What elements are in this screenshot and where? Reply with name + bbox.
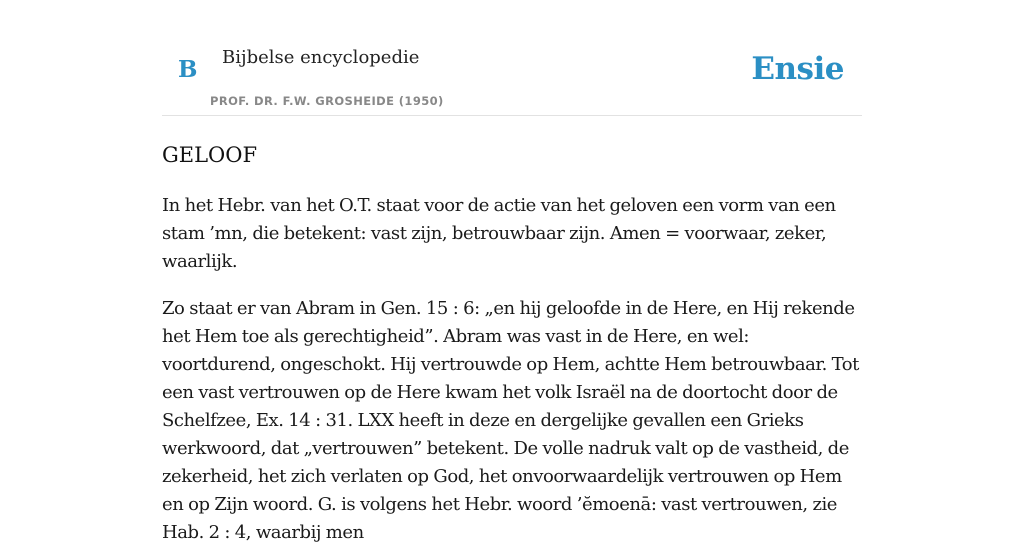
book-header [162,0,862,116]
page-title: GELOOF [162,143,258,167]
ensie-brand-logo[interactable]: Ensie [751,51,844,87]
book-author: PROF. DR. F.W. GROSHEIDE (1950) [210,94,444,108]
book-logo-icon[interactable]: B [178,56,198,83]
content-column [162,0,862,547]
article-paragraph: In het Hebr. van het O.T. staat voor de actie van het geloven een vorm van een stam ’mn, die betekent: vast zijn, betrouwbaar zijn. Amen = voorwaar, zeker, waarlijk. [162,195,836,272]
book-title-link[interactable]: Bijbelse encyclopedie [222,47,420,68]
article-paragraph: Zo staat er van Abram in Gen. 15 : 6: „en hij geloofde in de Here, en Hij rekende het Hem toe als gerechtigheid”. Abram was vast in de Here, en wel: voortdurend, ongeschokt. Hij vertrouwde op Hem, achtte Hem betrouwbaar. Tot een vast vertrouwen op de Here kwam het volk Israël na de doortocht door de Schelfzee, Ex. 14 : 31. LXX heeft in deze en dergelijke gevallen een Grieks werkwoord, dat „vertrouwen” betekent. De volle nadruk valt op de vastheid, de zekerheid, het zich verlaten op God, het onvoorwaardelijk vertrouwen op Hem en op Zijn woord. G. is volgens het Hebr. woord ’ĕmoenā: vast vertrouwen, zie Hab. 2 : 4, waarbij men [162,298,859,543]
